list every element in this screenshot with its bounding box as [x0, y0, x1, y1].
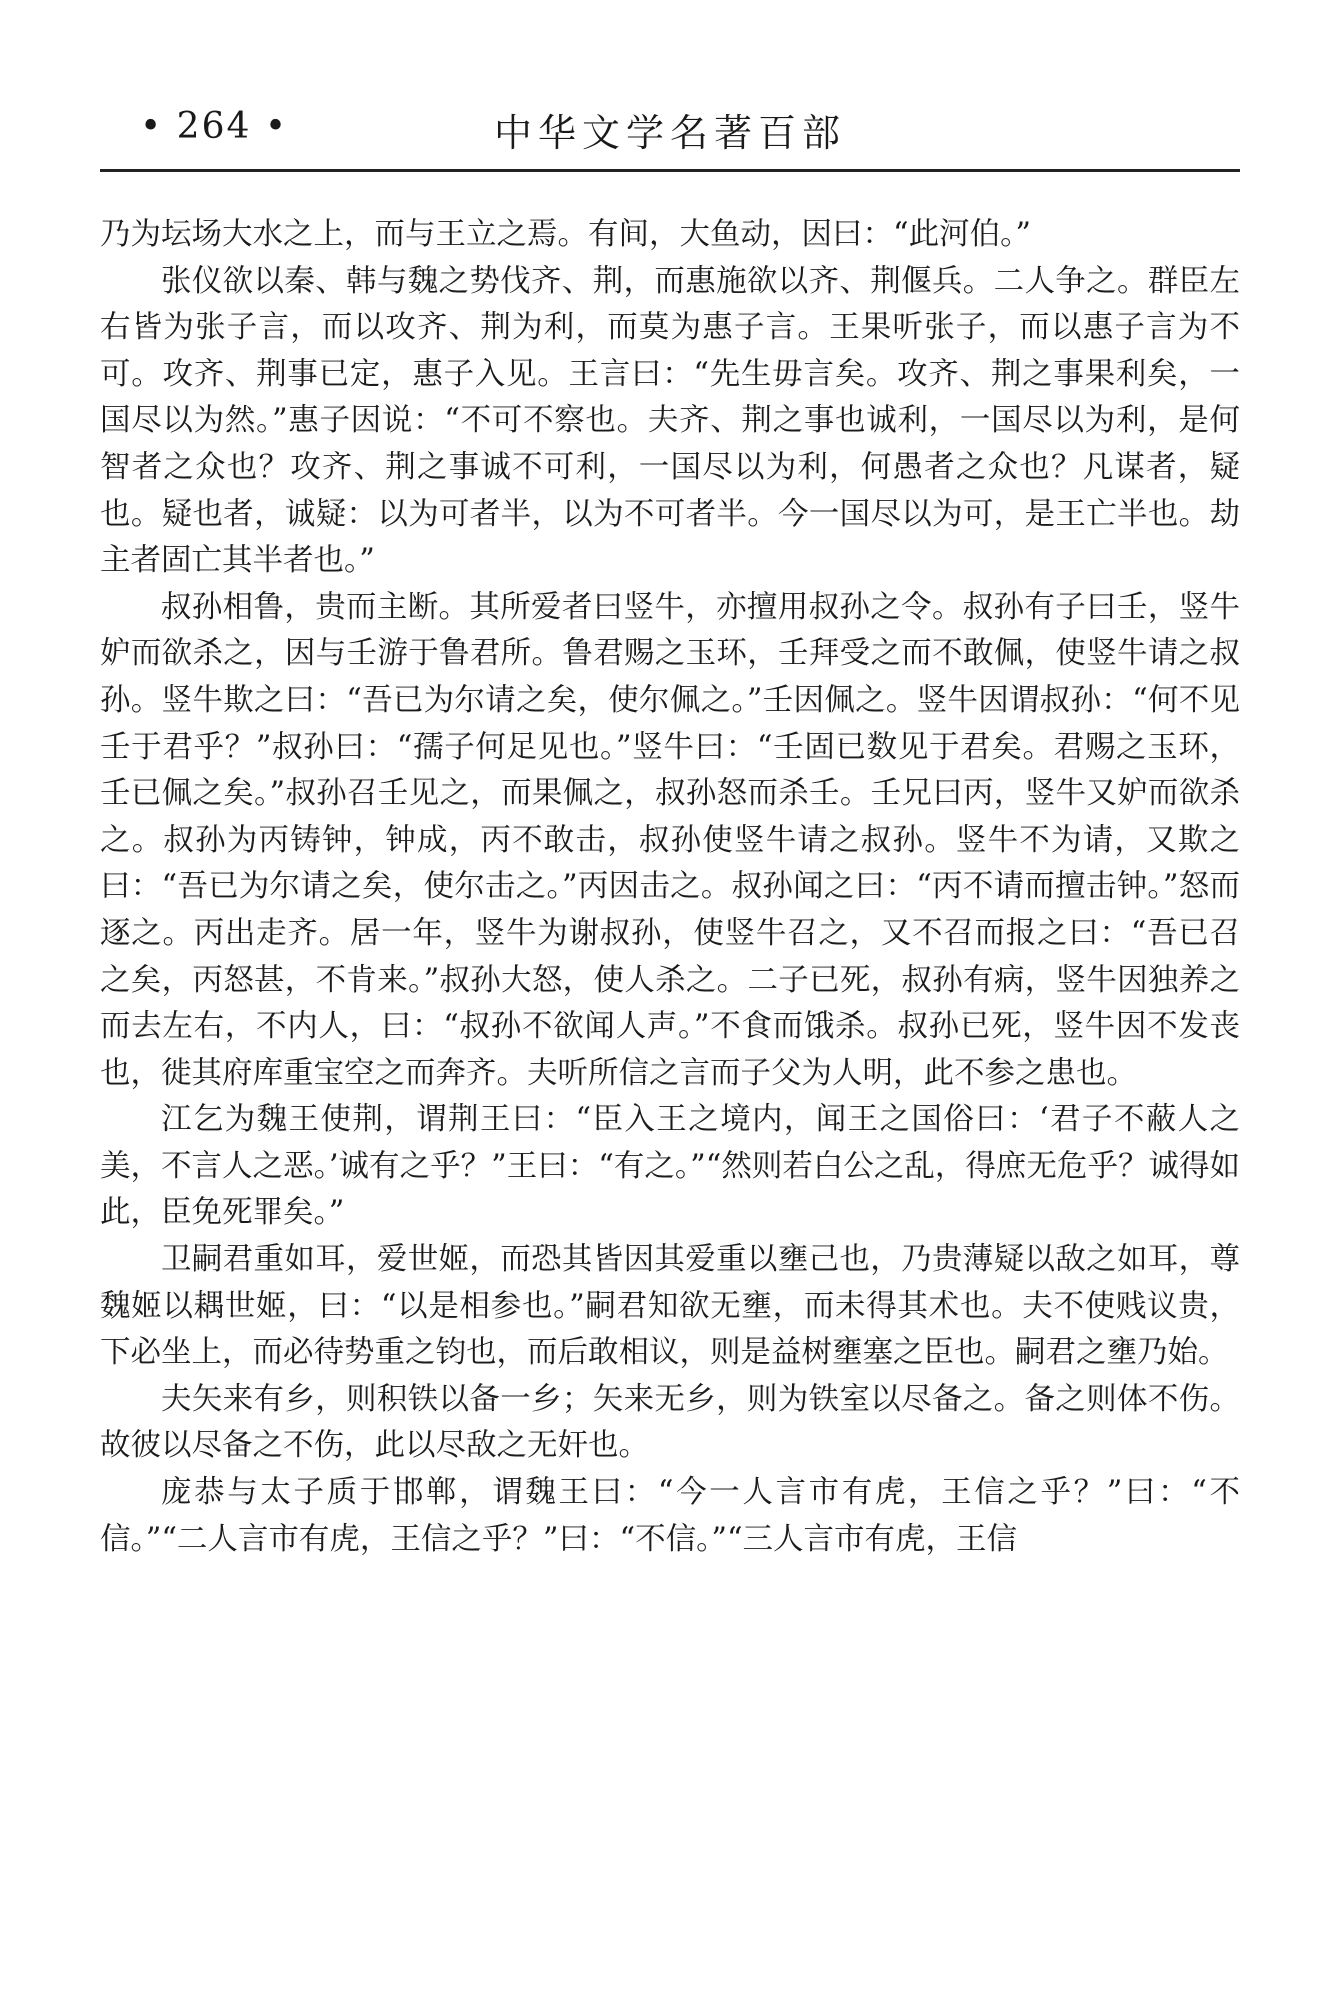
book-title: 中华文学名著百部: [493, 111, 846, 155]
paragraph: 卫嗣君重如耳，爱世姬，而恐其皆因其爱重以壅己也，乃贵薄疑以敌之如耳，尊魏姬以耦世姬，曰：“以是相参也。”嗣君知欲无壅，而未得其术也。夫不使贱议贵，下必坐上，而必待势重之钧也，而后敢相议，则是益树壅塞之臣也。嗣君之壅乃始。: [100, 1242, 1240, 1371]
header-rule: [100, 169, 1240, 172]
text-body: [100, 212, 1240, 1563]
paragraph-continued: 乃为坛场大水之上，而与王立之焉。有间，大鱼动，因曰：“此河伯。”: [100, 217, 1031, 252]
paragraph: 张仪欲以秦、韩与魏之势伐齐、荆，而惠施欲以齐、荆偃兵。二人争之。群臣左右皆为张子言，而以攻齐、荆为利，而莫为惠子言。王果听张子，而以惠子言为不可。攻齐、荆事已定，惠子入见。王言曰：“先生毋言矣。攻齐、荆之事果利矣，一国尽以为然。”惠子因说：“不可不察也。夫齐、荆之事也诚利，一国尽以为利，是何智者之众也？攻齐、荆之事诚不可利，一国尽以为利，何愚者之众也？凡谋者，疑也。疑也者，诚疑：以为可者半，以为不可者半。今一国尽以为可，是王亡半也。劫主者固亡其半者也。”: [100, 263, 1240, 579]
paragraph: 庞恭与太子质于邯郸，谓魏王曰：“今一人言市有虎，王信之乎？”曰：“不信。”“二人言市有虎，王信之乎？”曰：“不信。”“三人言市有虎，王信: [100, 1475, 1240, 1557]
page-header: [100, 100, 1240, 172]
page-number: • 264 •: [140, 106, 289, 147]
paragraph: 江乞为魏王使荆，谓荆王曰：“臣入王之境内，闻王之国俗曰：‘君子不蔽人之美，不言人之恶。’诚有之乎？”王曰：“有之。”“然则若白公之乱，得庶无危乎？诚得如此，臣免死罪矣。”: [100, 1102, 1240, 1231]
paragraph: 夫矢来有乡，则积铁以备一乡；矢来无乡，则为铁室以尽备之。备之则体不伤。故彼以尽备之不伤，此以尽敌之无奸也。: [100, 1381, 1240, 1464]
paragraph: 叔孙相鲁，贵而主断。其所爱者曰竖牛，亦擅用叔孙之令。叔孙有子曰壬，竖牛妒而欲杀之，因与壬游于鲁君所。鲁君赐之玉环，壬拜受之而不敢佩，使竖牛请之叔孙。竖牛欺之曰：“吾已为尔请之矣，使尔佩之。”壬因佩之。竖牛因谓叔孙：“何不见壬于君乎？”叔孙曰：“孺子何足见也。”竖牛曰：“壬固已数见于君矣。君赐之玉环，壬已佩之矣。”叔孙召壬见之，而果佩之，叔孙怒而杀壬。壬兄曰丙，竖牛又妒而欲杀之。叔孙为丙铸钟，钟成，丙不敢击，叔孙使竖牛请之叔孙。竖牛不为请，又欺之曰：“吾已为尔请之矣，使尔击之。”丙因击之。叔孙闻之曰：“丙不请而擅击钟。”怒而逐之。丙出走齐。居一年，竖牛为谢叔孙，使竖牛召之，又不召而报之曰：“吾已召之矣，丙怒甚，不肯来。”叔孙大怒，使人杀之。二子已死，叔孙有病，竖牛因独养之而去左右，不内人，曰：“叔孙不欲闻人声。”不食而饿杀。叔孙已死，竖牛因不发丧也，徙其府库重宝空之而奔齐。夫听所信之言而子父为人明，此不参之患也。: [100, 589, 1240, 1091]
